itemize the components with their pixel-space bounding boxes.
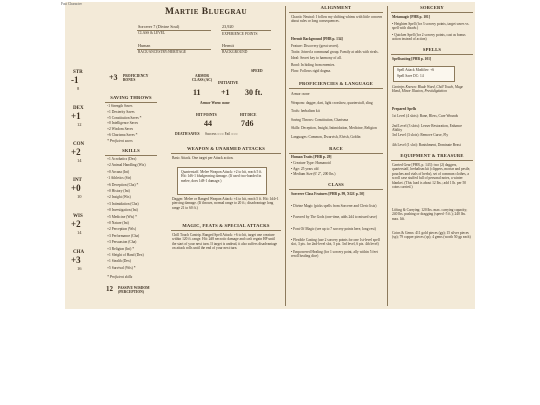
- sorcery-title: SORCERY: [420, 5, 444, 10]
- skill-item: +5 Medicine (Wis) *: [107, 214, 137, 219]
- race-line: Human Traits [PHB p. 29]: [291, 155, 332, 159]
- hermit-item: Feature: Discovery (great secret).: [291, 44, 340, 48]
- experience-value: 23,920: [222, 24, 234, 29]
- saving-throw-item: -1 Strength Saves: [107, 104, 133, 108]
- skill-item: +6 Deception (Cha) *: [107, 182, 139, 187]
- race-value: Human: [138, 43, 151, 48]
- skill-item: +0 Investigation (Int): [107, 208, 138, 213]
- chill-touch-text: Chill Touch Cantrip. Ranged Spell Attack: +6 to hit, target one creature within 120 ft. range. Hit: 2d8 necrotic damage and can't regain HP until the start of your next turn. If target is undead, it also suffers disadvantage on attack rolls until the end of your next turn.: [172, 233, 278, 251]
- hit-dice-label: HIT DICE: [240, 113, 257, 117]
- prepared-spell-level: 1st Level (4 slots): Bane, Bless, Cure Wounds: [392, 114, 459, 118]
- skill-item: +0 History (Int): [107, 189, 130, 193]
- alignment-title: ALIGNMENT: [320, 5, 352, 10]
- proficiency-label: PROFICIENCY BONUS: [123, 74, 149, 83]
- hermit-title: Hermit Background [PHB p. 134]: [291, 37, 343, 41]
- skill-item: +3 Religion (Int) *: [107, 246, 135, 251]
- skill-item: +0 Nature (Int): [107, 221, 129, 225]
- armor-class-value: 11: [193, 88, 201, 97]
- character-sheet: [61, 2, 475, 309]
- saving-throw-item: +1 Dexterity Saves: [107, 109, 135, 114]
- armor-class-label: ARMOR CLASS (AC): [191, 74, 213, 83]
- prepared-spell-level: 3rd Level (3 slots): Remove Curse, Fly: [392, 133, 449, 137]
- prepared-spell-level: 4th Level (1 slot): Banishment, Dominate Beast: [392, 142, 461, 147]
- class-feature-line: • Divine Magic (picks spells from Sorcerer and Cleric lists): [291, 203, 377, 208]
- death-saves-boxes[interactable]: Success ○○○ Fail ○○○: [205, 132, 238, 136]
- race-line: • Age: 25 years old: [291, 166, 319, 171]
- experience-label: EXPERIENCE POINTS: [222, 32, 258, 36]
- skill-item: +1 Stealth (Dex): [107, 259, 131, 264]
- ability-modifier: +3: [71, 255, 81, 265]
- speed-label: SPEED: [251, 69, 263, 73]
- race-line: • Creature Type: Humanoid: [291, 160, 331, 165]
- metamagic-item: • Heighten Spell (for 3 sorcery points, target saves vs. spell with disadv.): [392, 22, 470, 31]
- background-value: Hermit: [222, 43, 234, 48]
- skill-item: +1 Sleight of Hand (Dex): [107, 253, 144, 257]
- character-name: Martie Bluegrau: [165, 7, 248, 17]
- hermit-item: Flaw: Follows rigid dogma.: [291, 68, 331, 73]
- weapon-attacks-title: WEAPON & UNARMED ATTACKS: [186, 146, 265, 151]
- spell-stats-box: [393, 66, 455, 82]
- lifting-carrying: Lifting & Carrying: 120 lbs. max. carrying capacity; 240 lbs. pushing or dragging (speed -5 ft.); 240 lbs. max. lift.: [392, 208, 468, 221]
- skills-note: * Proficient skills: [107, 275, 133, 279]
- class-feature-line: • Empowered Healing (for 1 sorcery point, ally within 5 feet reroll healing dice): [291, 249, 378, 258]
- carried-gear: Carried Gear [PHB, p. 143]: two (2) daggers, quarterstaff, herbalism kit (clippers, mortar and pestle, pouches and vials of herbs), set of common clothes, a scroll case stuffed full of personal notes, a winter blanket. (This load is about 12 lbs.; add 1 lb. per 50 coins carried.): [392, 163, 471, 190]
- quarterstaff-text: Quarterstaff. Melee Weapon Attack: +2 to hit, reach 5 ft. Hit: 1d6-1 bludgeoning damage. (If used two-handed in melee, does 1d8-1 damage.): [181, 170, 263, 183]
- spells-title: SPELLS: [422, 47, 442, 52]
- proficiency-line: Armor: none: [291, 92, 310, 96]
- skill-item: +2 Insight (Wis): [107, 195, 131, 200]
- class-level-label: CLASS & LEVEL: [138, 31, 166, 35]
- skill-item: -1 Athletics (Str): [107, 176, 132, 181]
- alignment-text: Chaotic Neutral: I follow my shifting whims with little concern about rules or long consequences.: [291, 15, 383, 24]
- basic-attack-text: Basic Attack. One target per Attack action.: [172, 156, 234, 160]
- ability-modifier: +2: [71, 219, 81, 229]
- saving-throws-title: SAVING THROWS: [110, 95, 152, 100]
- saving-throws-note: * Proficient saves: [107, 139, 133, 143]
- hermit-item: Traits: Joined a communal group. Family at odds with rivals.: [291, 50, 379, 55]
- skill-item: +3 Intimidation (Cha): [107, 201, 139, 206]
- ability-abbr: STR: [73, 70, 83, 75]
- background-label: BACKGROUND: [222, 50, 248, 54]
- ability-abbr: INT: [73, 178, 82, 183]
- saving-throw-item: +0 Intelligence Saves: [107, 121, 138, 126]
- ability-score: 14: [77, 158, 82, 163]
- ability-modifier: +1: [71, 111, 81, 121]
- skill-item: +5 Survival (Wis) *: [107, 265, 136, 270]
- armor-worn: Armor Worn: none: [200, 101, 230, 105]
- hermit-item: Ideal: Secret key to harmony of all.: [291, 56, 342, 61]
- class-level-value: Sorcerer 7 (Divine Soul): [138, 24, 180, 29]
- ability-score: 10: [77, 194, 82, 199]
- ability-modifier: +0: [71, 183, 81, 193]
- equipment-title: EQUIPMENT & TREASURE: [400, 153, 464, 158]
- initiative-label: INITIATIVE: [218, 81, 239, 85]
- hit-points-value: 44: [204, 119, 212, 128]
- magic-attacks-title: MAGIC, FEATS & SPECIAL ATTACKS: [182, 223, 270, 228]
- saving-throw-item: +2 Wisdom Saves: [107, 127, 133, 132]
- dagger-text: Dagger. Melee or Ranged Weapon Attack: +4 to hit, reach 5 ft. Hit: 1d4+1 piercing damage. (If thrown, normal range to 20 ft.; disadvantage long range 21 to 60 ft.): [172, 197, 279, 210]
- cantrips-known: Cantrips Known: Blade Ward, Chill Touch, Mage Hand, Minor Illusion, Prestidigitation: [392, 85, 464, 94]
- passive-wisdom-value: 12: [106, 285, 113, 293]
- prepared-spell-level: 2nd Level (3 slots): Lesser Restoration, Enhance Ability: [392, 123, 462, 132]
- ability-modifier: -1: [71, 75, 79, 85]
- ability-score: 12: [77, 122, 82, 127]
- ability-abbr: CON: [73, 142, 85, 147]
- ability-score: 16: [77, 266, 82, 271]
- skill-item: +2 Perception (Wis): [107, 227, 137, 232]
- skill-item: +3 Performance (Cha): [107, 233, 140, 238]
- proficiency-line: Weapons: dagger, dart, light crossbow, quarterstaff, sling: [291, 100, 373, 105]
- prepared-spells-title: Prepared Spells: [392, 107, 417, 111]
- spell-save-dc: Spell Save DC: 14: [397, 74, 424, 78]
- initiative-value: +1: [221, 88, 230, 97]
- ability-modifier: +2: [71, 147, 81, 157]
- metamagic-item: • Quicken Spell (for 2 sorcery points, cast as bonus action instead of action): [392, 33, 466, 42]
- hit-dice-value: 7d6: [241, 119, 254, 128]
- proficiency-line: Skills: Deception, Insight, Intimidation, Medicine, Religion: [291, 126, 377, 130]
- class-feature-line: • Flexible Casting (use 2 sorcery points for one 1st-level spell slot, 3 pts. for 2nd-level slot, 5 pts. 3rd level, 6 pts. 4th level): [291, 238, 380, 247]
- ability-abbr: CHA: [73, 250, 85, 255]
- class-feature-line: • Font Of Magic (see up to 7 sorcery points here, long rest): [291, 226, 376, 231]
- proficiency-line: Languages: Common, Dwarvish, Elvish, Goblin: [291, 134, 361, 139]
- race-title: RACE: [329, 146, 343, 151]
- ability-abbr: DEX: [73, 106, 84, 111]
- proficiency-line: Tools: herbalism kit: [291, 109, 320, 113]
- quarterstaff-box: [177, 167, 267, 195]
- speed-value: 30 ft.: [245, 88, 263, 97]
- hermit-item: Bond: In hiding from enemies.: [291, 62, 336, 67]
- proficiency-line: Saving Throws: Constitution, Charisma: [291, 117, 349, 122]
- skill-item: +3 Persuasion (Cha): [107, 240, 137, 245]
- hit-points-label: HIT POINTS: [196, 113, 217, 117]
- race-label: RACE/ANCESTRY/HERITAGE: [138, 50, 187, 54]
- saving-throw-item: +6 Charisma Saves *: [107, 133, 138, 137]
- skills-title: SKILLS: [122, 148, 140, 153]
- ability-score: 14: [77, 230, 82, 235]
- class-feature-line: Sorcerer Class Features [PHB p. 99, XGE p. 50]: [291, 192, 365, 196]
- ability-abbr: WIS: [73, 214, 83, 219]
- skill-item: +2 Animal Handling (Wis): [107, 163, 146, 168]
- death-saves-label: DEATH SAVES: [175, 132, 200, 136]
- race-line: • Medium Size (6' 2", 200 lbs.): [291, 172, 336, 177]
- ability-score: 8: [77, 86, 80, 91]
- proficiencies-title: PROFICIENCIES & LANGUAGE: [299, 81, 373, 86]
- spellcasting-title: Spellcasting [PHB p. 101]: [392, 57, 432, 61]
- saving-throw-item: +5 Constitution Saves *: [107, 115, 142, 120]
- class-feature-line: • Favored by The Gods (one-time, adds 2d4 to missed save): [291, 215, 377, 219]
- passive-wisdom-label: PASSIVE WISDOM (PERCEPTION): [118, 286, 150, 295]
- skill-item: +0 Arcana (Int): [107, 169, 130, 174]
- proficiency-value: +3: [109, 73, 118, 82]
- metamagic-title: Metamagic [PHB p. 101]: [392, 15, 430, 19]
- skill-item: +1 Acrobatics (Dex): [107, 157, 137, 161]
- fast-character-link[interactable]: Fast Character: [61, 2, 82, 6]
- class-title: CLASS: [328, 182, 344, 187]
- spell-attack-modifier: Spell Attack Modifier: +6: [397, 68, 435, 72]
- coins-gems: Coins & Gems: 411 gold pieces (gp); 15 silver pieces (sp); 79 copper pieces (cp); 4 gems (worth 50 gp each): [392, 231, 471, 240]
